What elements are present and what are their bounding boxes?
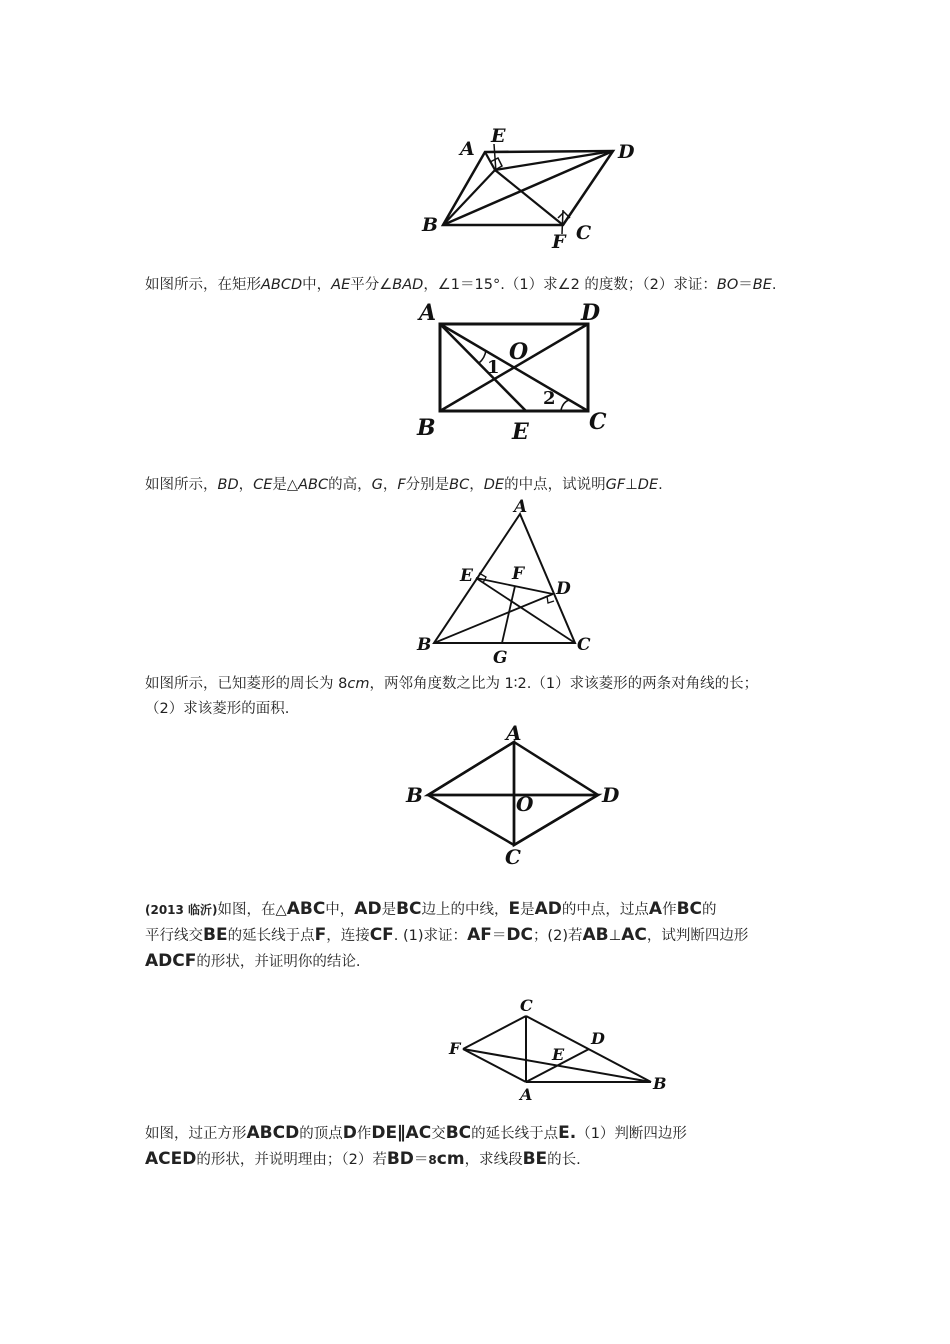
label-b: B	[422, 214, 439, 236]
text: ，两邻角度数之比为 1∶2.（1）求该菱形的两条对角线的长；	[369, 676, 759, 692]
text: ＝	[491, 928, 507, 944]
number: 8	[428, 1153, 437, 1167]
line-ed	[495, 151, 613, 170]
var: D	[342, 1123, 357, 1143]
label-b: B	[406, 783, 423, 807]
text: 平行线交	[145, 928, 203, 944]
problem-3-line-2: （2）求该菱形的面积.	[145, 701, 290, 717]
text: 分别是	[405, 477, 450, 493]
text: 平分∠	[350, 277, 393, 293]
figure-parallelogram-abcd	[418, 122, 648, 257]
var: AD	[534, 899, 562, 919]
label-a: A	[520, 1085, 533, 1104]
label-1: 1	[487, 357, 500, 378]
label-d: D	[581, 300, 601, 326]
label-f: F	[552, 231, 566, 253]
var: DE∥AC	[371, 1123, 432, 1143]
var: E	[508, 899, 521, 919]
label-d: D	[618, 141, 635, 163]
label-d: D	[591, 1029, 605, 1048]
text: 中，	[325, 902, 355, 918]
text: 是	[520, 902, 535, 918]
text: ，求线段	[464, 1152, 523, 1168]
var: BO	[716, 277, 739, 293]
text: ，试判断四边形	[646, 928, 749, 944]
label-a: A	[506, 721, 522, 745]
text: 是△	[272, 477, 299, 493]
problem-5-line-2	[145, 1147, 815, 1173]
text: 作	[356, 1126, 372, 1142]
text: 如图，过正方形	[145, 1126, 247, 1142]
label-d: D	[602, 783, 620, 807]
label-e: E	[512, 419, 529, 445]
var: BC	[396, 899, 422, 919]
label-c: C	[520, 996, 533, 1015]
triangle-abc	[434, 514, 575, 643]
text: 如图，在△	[217, 902, 287, 918]
text: （1）判断四边形	[576, 1126, 687, 1142]
line-fc	[463, 1016, 526, 1049]
label-e: E	[491, 125, 506, 147]
label-2: 2	[543, 388, 556, 409]
text: . (1)求证：	[393, 928, 468, 944]
label-g: G	[493, 648, 508, 668]
text: 的中点，过点	[561, 902, 649, 918]
label-b: B	[653, 1074, 667, 1093]
var: BE	[522, 1149, 548, 1169]
label-d: D	[556, 579, 571, 599]
text: 的长.	[547, 1152, 581, 1168]
var: AB	[582, 925, 609, 945]
label-c: C	[589, 409, 607, 435]
var: ABCD	[261, 277, 303, 293]
label-c: C	[577, 635, 591, 655]
label-e: E	[552, 1045, 565, 1064]
var: BAD	[392, 277, 424, 293]
text: 的延长线于点	[227, 928, 315, 944]
problem-3-line-1	[145, 672, 815, 697]
text: ，	[382, 477, 398, 493]
angle-mark-1	[479, 350, 486, 363]
right-angle-mark-f	[558, 212, 570, 218]
text: 的形状，并说明理由；（2）若	[196, 1152, 387, 1168]
var: BD	[217, 477, 239, 493]
label-o: O	[509, 339, 529, 365]
text: 作	[662, 902, 677, 918]
var: CE	[253, 477, 273, 493]
problem-1-text	[145, 273, 815, 298]
var: AE	[331, 277, 351, 293]
text: .	[771, 277, 777, 293]
label-f: F	[449, 1039, 461, 1058]
problem-4-line-2	[145, 923, 815, 949]
var: E.	[558, 1123, 577, 1143]
var: F	[397, 477, 406, 493]
text: 如图所示，	[145, 477, 218, 493]
label-c: C	[576, 222, 592, 244]
label-c: C	[505, 845, 521, 869]
source: (2013 临沂)	[145, 903, 218, 917]
label-b: B	[417, 635, 432, 655]
var: BC	[676, 899, 703, 919]
text: ⊥	[625, 477, 638, 493]
var: DE	[637, 477, 659, 493]
right-angle-mark-d	[547, 596, 554, 603]
var: A	[648, 899, 663, 919]
label-o: O	[516, 792, 534, 816]
var: BE	[203, 925, 228, 945]
text: 的形状，并证明你的结论.	[196, 954, 361, 970]
text: ＝	[413, 1152, 429, 1168]
label-a: A	[419, 300, 437, 326]
text: .	[658, 477, 663, 493]
text: 的	[702, 902, 717, 918]
problem-4-line-1	[145, 897, 815, 923]
text: ，连接	[326, 928, 370, 944]
var: BC	[445, 1123, 472, 1143]
text: 如图所示，在矩形	[145, 277, 261, 293]
text: 中，	[302, 277, 332, 293]
label-e: E	[460, 566, 473, 586]
text: 的顶点	[299, 1126, 343, 1142]
var: AC	[621, 925, 647, 945]
label-a: A	[460, 138, 475, 160]
text: 的高，	[328, 477, 372, 493]
var: ABC	[286, 899, 326, 919]
var: ACED	[145, 1149, 197, 1169]
problem-4-text	[145, 897, 815, 975]
var: AF	[467, 925, 492, 945]
text: ；(2)若	[532, 928, 583, 944]
line-bd	[434, 594, 553, 643]
var: DE	[483, 477, 505, 493]
label-f: F	[512, 564, 525, 584]
text: ，∠1＝15°.（1）求∠2 的度数；（2）求证：	[423, 277, 717, 293]
var: G	[371, 477, 383, 493]
angle-mark-2	[561, 400, 569, 410]
figure-triangle-altitudes	[413, 497, 603, 669]
label-a: A	[514, 497, 528, 517]
text: 交	[431, 1126, 446, 1142]
label-b: B	[417, 415, 436, 441]
var: BD	[386, 1149, 414, 1169]
var: DC	[506, 925, 533, 945]
text: 的延长线于点	[471, 1126, 559, 1142]
text: 的中点，试说明	[504, 477, 606, 493]
var: AD	[354, 899, 382, 919]
figure-adcf	[443, 992, 673, 1102]
var: BC	[449, 477, 470, 493]
var: ADCF	[145, 951, 197, 971]
text: 如图所示，已知菱形的周长为 8	[145, 676, 348, 692]
problem-5-line-1	[145, 1121, 815, 1147]
text: 是	[381, 902, 397, 918]
var: CF	[369, 925, 394, 945]
problem-2-text	[145, 473, 815, 498]
text: ，	[238, 477, 254, 493]
var: ABCD	[246, 1123, 300, 1143]
unit: cm	[436, 1149, 465, 1169]
var: GF	[605, 477, 626, 493]
var: F	[314, 925, 327, 945]
unit: cm	[347, 676, 370, 692]
problem-4-line-3	[145, 949, 815, 975]
var: ABC	[298, 477, 329, 493]
text: ⊥	[608, 928, 622, 944]
problem-3-text	[145, 672, 815, 722]
text: ＝	[738, 277, 753, 293]
text: ，	[469, 477, 484, 493]
text: 边上的中线，	[421, 902, 509, 918]
problem-5-text	[145, 1121, 815, 1173]
figure-rhombus	[403, 722, 633, 870]
var: BE	[752, 277, 772, 293]
figure-rectangle-abcd	[413, 300, 623, 445]
